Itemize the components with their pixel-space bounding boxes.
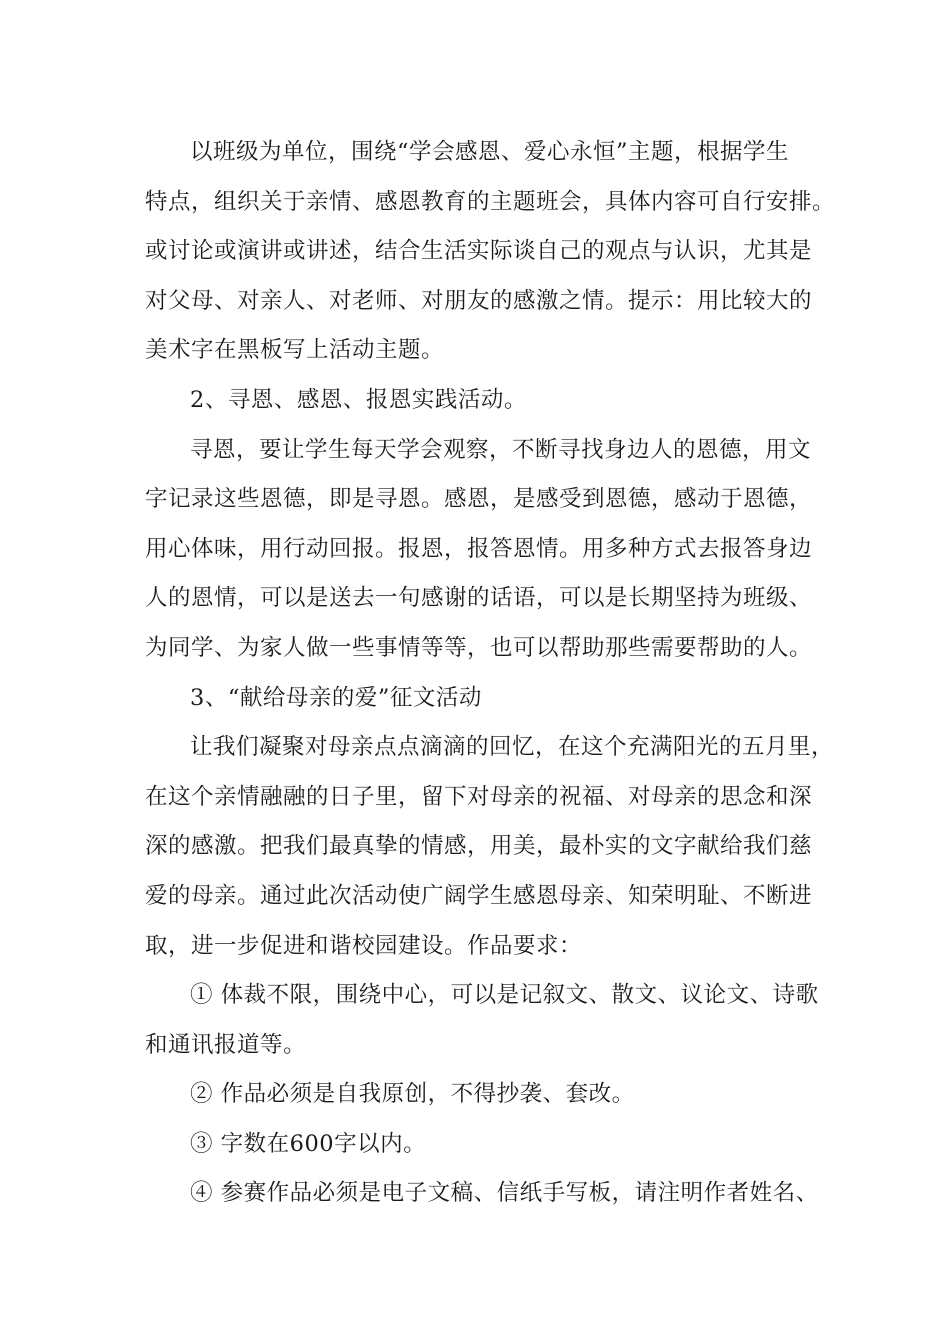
text-line: 取，进一步促进和谐校园建设。作品要求：	[145, 932, 583, 959]
paragraph-section-3	[145, 723, 835, 971]
text-line: 深的感激。把我们最真挚的情感，用美，最朴实的文字献给我们慈	[145, 833, 813, 860]
text-line: 对父母、对亲人、对老师、对朋友的感激之情。提示：用比较大的	[145, 287, 813, 314]
requirement-3	[145, 1120, 810, 1170]
section-heading-3	[145, 674, 810, 724]
heading-text: 3、“献给母亲的爱”征文活动	[190, 684, 482, 711]
text-line: ② 作品必须是自我原创，不得抄袭、套改。	[190, 1081, 635, 1108]
text-line: 或讨论或演讲或讲述，结合生活实际谈自己的观点与认识，尤其是	[145, 238, 813, 265]
heading-text: 2、寻恩、感恩、报恩实践活动。	[190, 386, 527, 413]
paragraph-intro	[145, 128, 836, 376]
text-line: 美术字在黑板写上活动主题。	[145, 337, 445, 364]
text-line: 寻恩，要让学生每天学会观察，不断寻找身边人的恩德，用文	[190, 436, 812, 463]
text-line: ① 体裁不限，围绕中心，可以是记叙文、散文、议论文、诗歌	[190, 982, 819, 1009]
requirement-4	[145, 1169, 819, 1219]
text-line: 爱的母亲。通过此次活动使广阔学生感恩母亲、知荣明耻、不断进	[145, 882, 813, 909]
document-body	[145, 128, 836, 1219]
text-line: 在这个亲情融融的日子里，留下对母亲的祝福、对母亲的思念和深	[145, 783, 813, 810]
paragraph-section-2	[145, 426, 813, 674]
text-line: 为同学、为家人做一些事情等等，也可以帮助那些需要帮助的人。	[145, 634, 813, 661]
requirement-1	[145, 971, 819, 1070]
text-line: 以班级为单位，围绕“学会感恩、爱心永恒”主题，根据学生	[190, 139, 790, 165]
text-line: 字记录这些恩德，即是寻恩。感恩，是感受到恩德，感动于恩德，	[145, 486, 813, 513]
text-line: ③ 字数在600字以内。	[190, 1130, 427, 1157]
requirement-2	[145, 1070, 810, 1120]
text-line: 特点，组织关于亲情、感恩教育的主题班会，具体内容可自行安排。	[145, 188, 836, 215]
text-line: 用心体味，用行动回报。报恩，报答恩情。用多种方式去报答身边	[145, 535, 813, 562]
text-line: 和通讯报道等。	[145, 1031, 307, 1058]
section-heading-2	[145, 376, 810, 426]
text-line: ④ 参赛作品必须是电子文稿、信纸手写板，请注明作者姓名、	[190, 1180, 819, 1207]
text-line: 让我们凝聚对母亲点点滴滴的回忆，在这个充满阳光的五月里，	[190, 734, 835, 761]
text-line: 人的恩情，可以是送去一句感谢的话语，可以是长期坚持为班级、	[145, 585, 813, 612]
